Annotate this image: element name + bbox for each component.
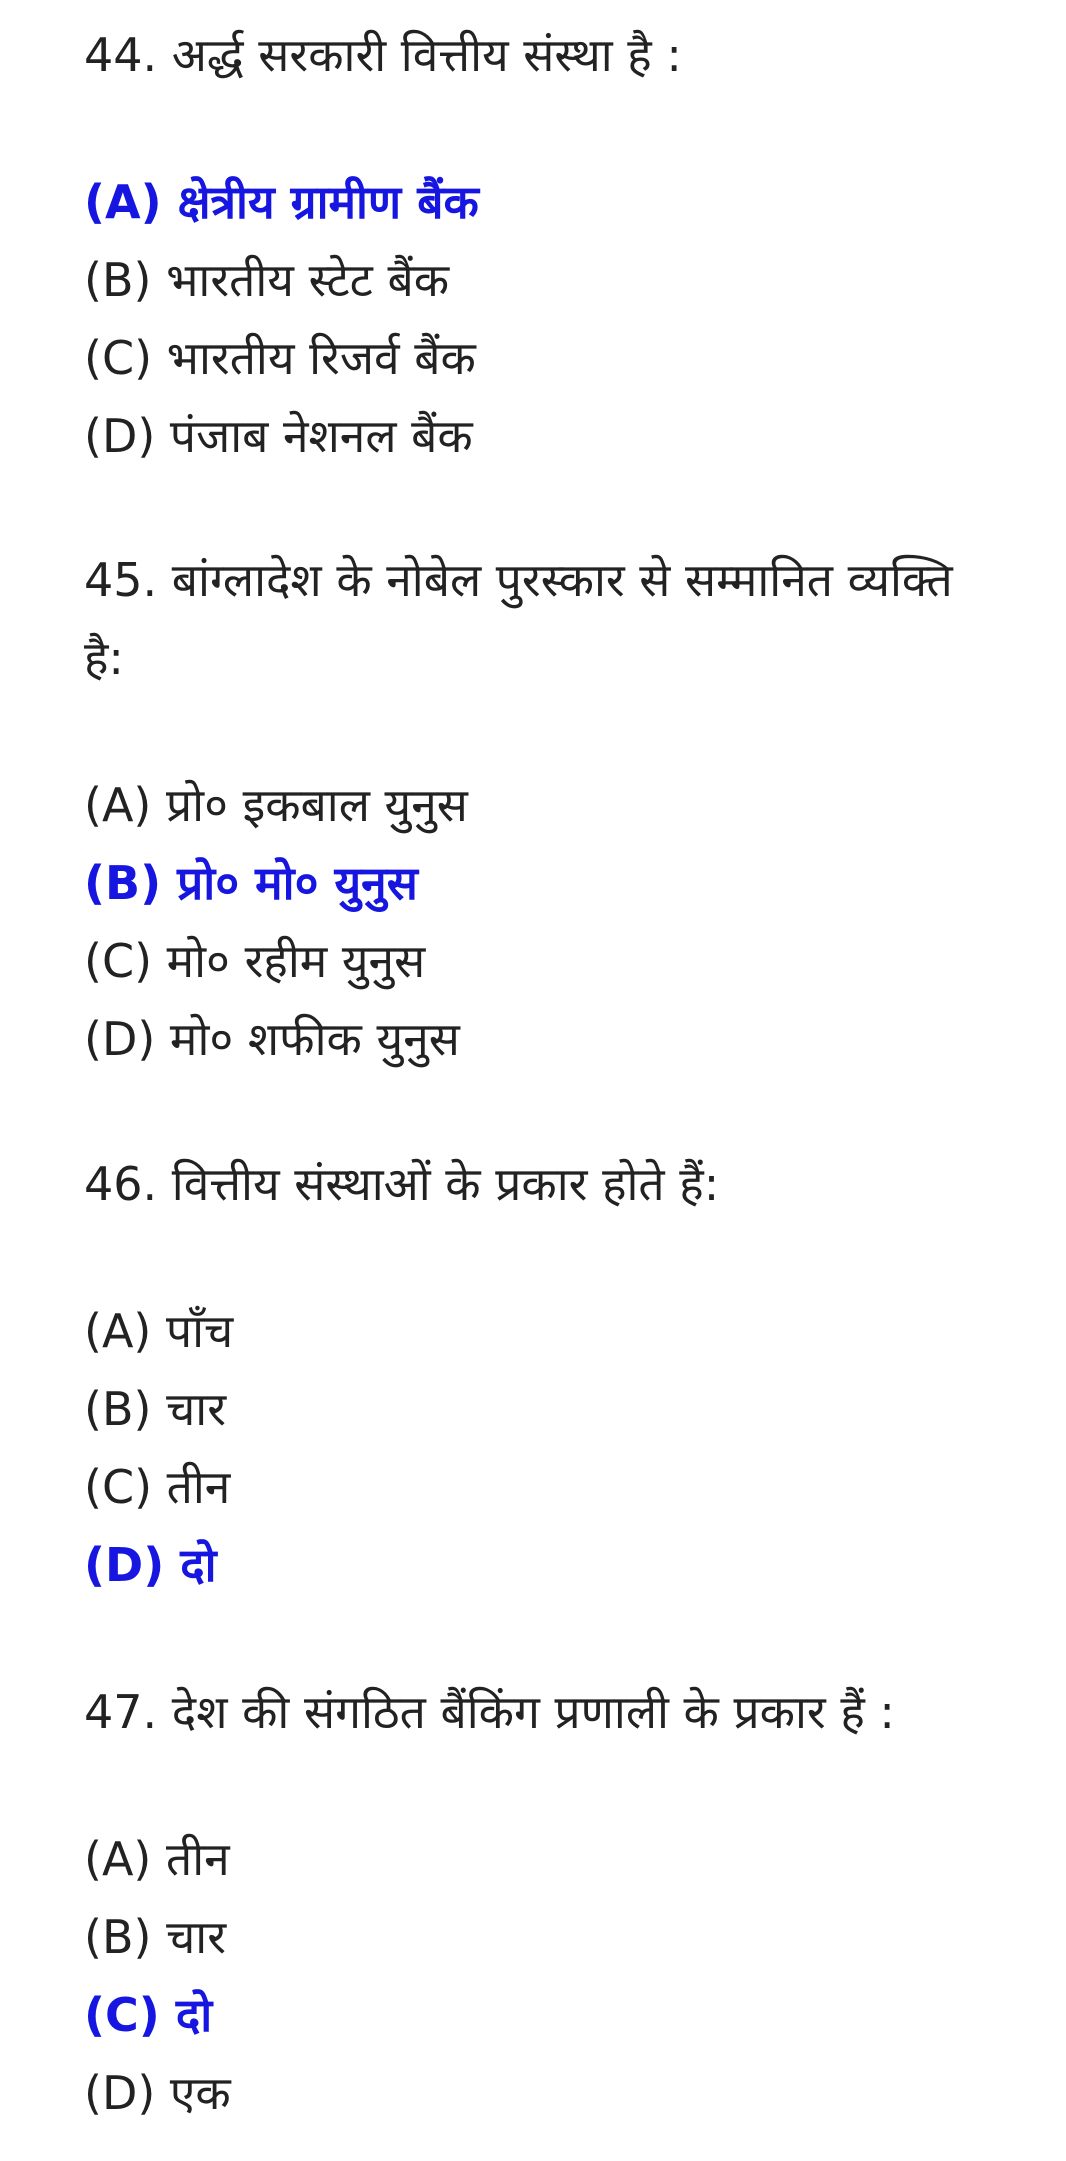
option-d: (D) एक xyxy=(84,2066,231,2120)
question-47 xyxy=(84,1673,984,2132)
option-d-correct: (D) दो xyxy=(84,1538,217,1592)
question-46 xyxy=(84,1145,984,1604)
option-c: (C) तीन xyxy=(84,1460,231,1514)
option-d: (D) पंजाब नेशनल बैंक xyxy=(84,409,473,463)
question-text: 46. वित्तीय संस्थाओं के प्रकार होते हैं: xyxy=(84,1157,720,1211)
option-d: (D) मो० शफीक युनुस xyxy=(84,1012,460,1066)
question-text: 44. अर्द्ध सरकारी वित्तीय संस्था है : xyxy=(84,28,682,82)
question-44 xyxy=(84,16,984,475)
option-a: (A) तीन xyxy=(84,1832,230,1886)
option-a: (A) प्रो० इकबाल युनुस xyxy=(84,778,468,832)
option-list xyxy=(84,766,984,1078)
question-45 xyxy=(84,541,984,1078)
option-a: (A) पाँच xyxy=(84,1304,234,1358)
option-c-correct: (C) दो xyxy=(84,1988,213,2042)
question-text: 45. बांग्लादेश के नोबेल पुरस्कार से सम्मानित व्यक्ति है: xyxy=(84,553,953,685)
option-b-correct: (B) प्रो० मो० युनुस xyxy=(84,856,418,910)
option-list xyxy=(84,1292,984,1604)
option-b: (B) चार xyxy=(84,1910,227,1964)
question-text: 47. देश की संगठित बैंकिंग प्रणाली के प्रकार हैं : xyxy=(84,1685,895,1739)
option-c: (C) भारतीय रिजर्व बैंक xyxy=(84,331,476,385)
option-b: (B) भारतीय स्टेट बैंक xyxy=(84,253,450,307)
option-list xyxy=(84,1820,984,2132)
option-c: (C) मो० रहीम युनुस xyxy=(84,934,426,988)
option-b: (B) चार xyxy=(84,1382,227,1436)
option-a-correct: (A) क्षेत्रीय ग्रामीण बैंक xyxy=(84,175,479,229)
option-list xyxy=(84,163,984,475)
